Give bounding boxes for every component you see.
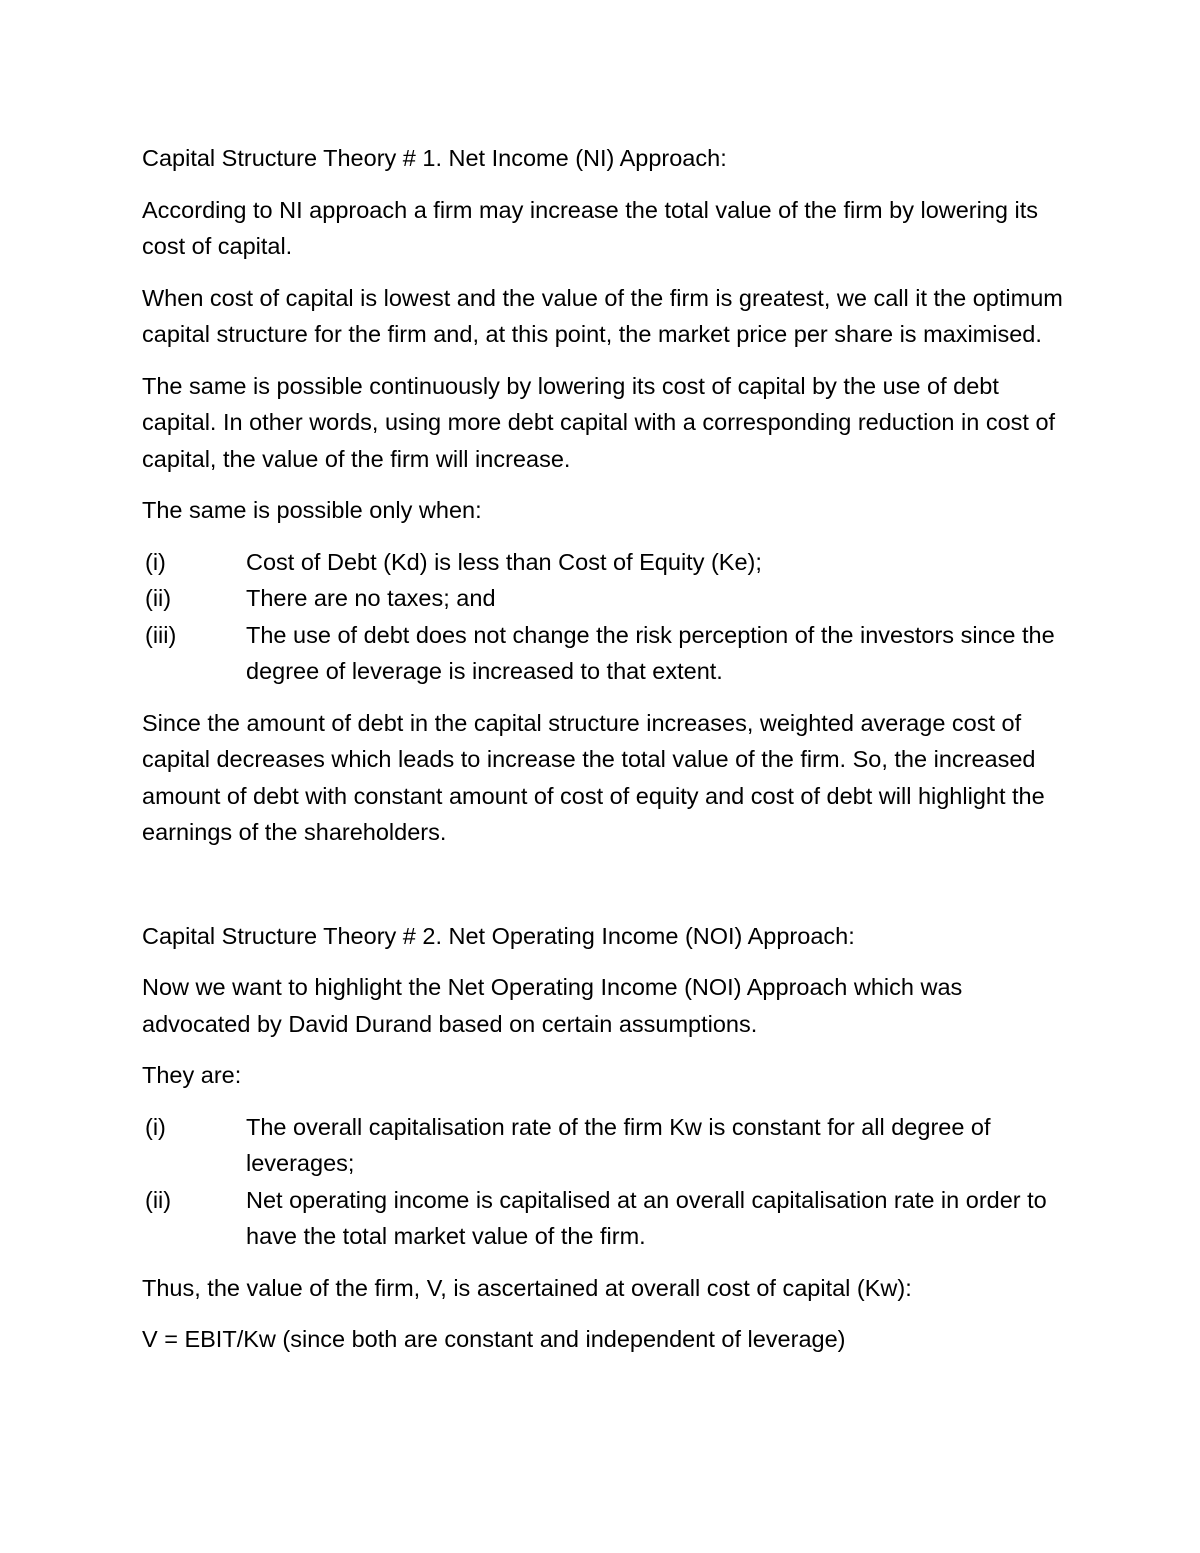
list-item-text: Cost of Debt (Kd) is less than Cost of Equity (Ke); bbox=[246, 548, 762, 575]
list-item bbox=[142, 580, 1072, 617]
list-item-number: (ii) bbox=[145, 585, 172, 611]
list-item-number: (ii) bbox=[145, 1186, 172, 1213]
section1-paragraph-3: The same is possible continuously by lowering its cost of capital by the use of debt capital. In other words, using more debt capital with a corresponding reduction in cost of capital, the value of the firm will increase. bbox=[142, 372, 1056, 472]
document-page bbox=[142, 140, 1072, 1373]
list-item-number: (iii) bbox=[145, 621, 177, 648]
section1-heading: Capital Structure Theory # 1. Net Income (NI) Approach: bbox=[142, 145, 727, 171]
section-spacer bbox=[142, 866, 1072, 918]
list-item bbox=[142, 1182, 1072, 1255]
list-item-text: There are no taxes; and bbox=[246, 585, 496, 611]
list-item-number: (i) bbox=[145, 1113, 166, 1140]
list-item bbox=[142, 1109, 1072, 1182]
list-item-text: Net operating income is capitalised at an overall capitalisation rate in order to have the total market value of the firm. bbox=[246, 1186, 1047, 1249]
section2-paragraph-1: Now we want to highlight the Net Operating Income (NOI) Approach which was advocated by David Durand based on certain assumptions. bbox=[142, 974, 963, 1037]
conditions-list bbox=[142, 544, 1072, 690]
assumptions-list bbox=[142, 1109, 1072, 1255]
section2-paragraph-3: Thus, the value of the firm, V, is ascertained at overall cost of capital (Kw): bbox=[142, 1274, 912, 1301]
section1-paragraph-2: When cost of capital is lowest and the value of the firm is greatest, we call it the optimum capital structure for the firm and, at this point, the market price per share is maximised. bbox=[142, 284, 1063, 347]
list-item-text: The use of debt does not change the risk perception of the investors since the degree of leverage is increased to that extent. bbox=[246, 621, 1055, 684]
formula: V = EBIT/Kw (since both are constant and independent of leverage) bbox=[142, 1326, 846, 1352]
list-item bbox=[142, 544, 1072, 581]
list-item-text: The overall capitalisation rate of the firm Kw is constant for all degree of leverages; bbox=[246, 1113, 991, 1176]
section2-heading: Capital Structure Theory # 2. Net Operating Income (NOI) Approach: bbox=[142, 922, 855, 949]
list-item-number: (i) bbox=[145, 548, 166, 575]
section1-paragraph-1: According to NI approach a firm may increase the total value of the firm by lowering its cost of capital. bbox=[142, 196, 1039, 259]
section1-paragraph-5: Since the amount of debt in the capital structure increases, weighted average cost of capital decreases which leads to increase the total value of the firm. So, the increased amount of debt with constant amount of cost of equity and cost of debt will highlight the earnings of the shareholders. bbox=[142, 709, 1045, 845]
list-item bbox=[142, 617, 1072, 690]
section1-paragraph-4: The same is possible only when: bbox=[142, 497, 482, 523]
section2-paragraph-2: They are: bbox=[142, 1062, 242, 1088]
